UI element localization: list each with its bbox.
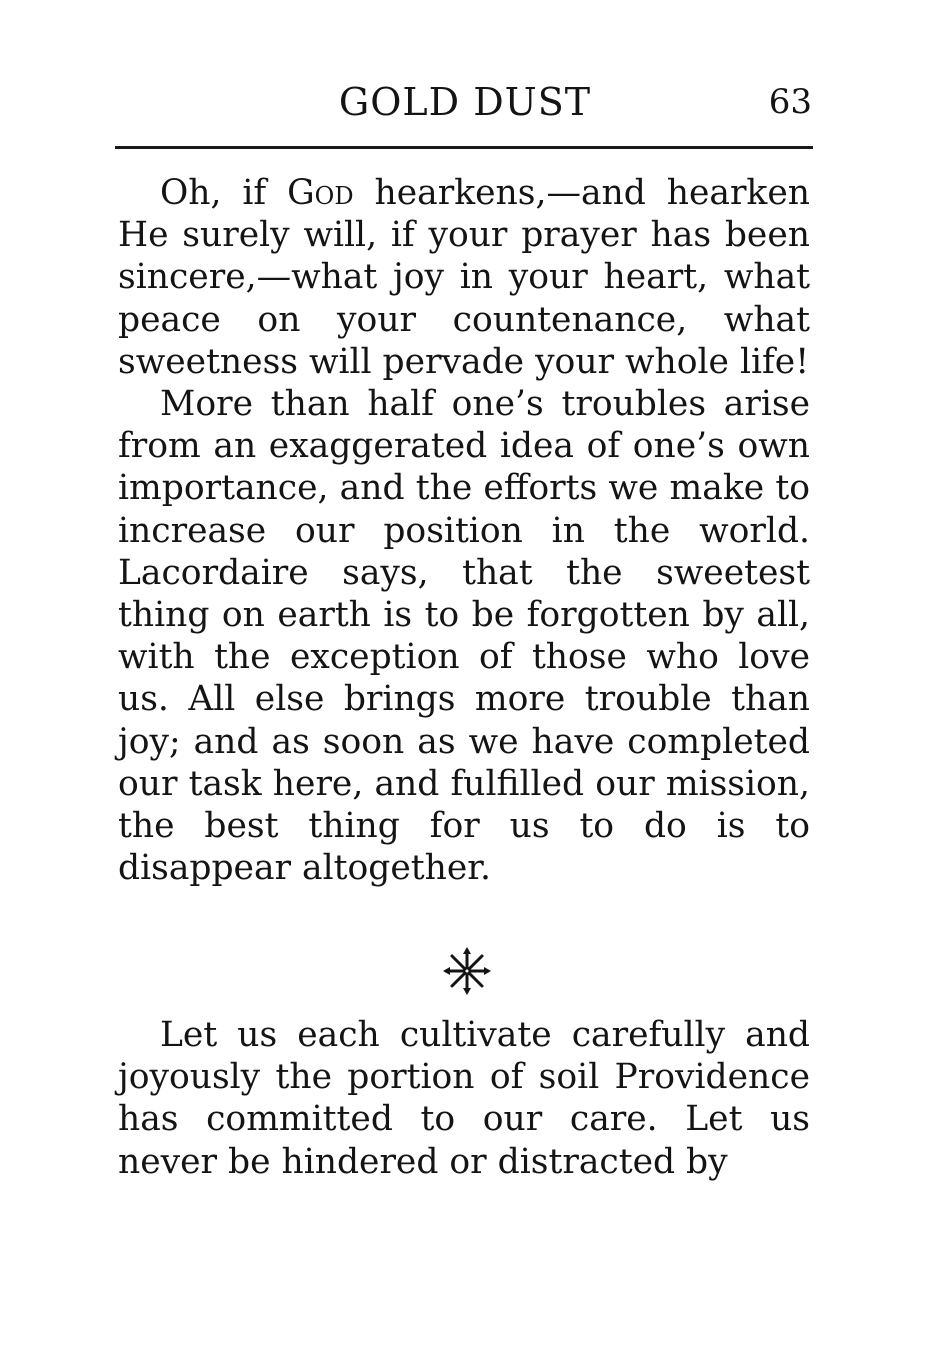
- page-number: 63: [768, 82, 812, 122]
- header-rule: [115, 146, 813, 149]
- text-block-upper: [118, 172, 810, 889]
- paragraph-god-hearkens: [118, 172, 810, 383]
- text-block-lower: [118, 1014, 810, 1183]
- asterism-ornament-icon: [442, 946, 492, 996]
- running-head: [118, 78, 812, 126]
- small-caps-word: God: [287, 173, 354, 213]
- paragraph-lead: Oh, if: [160, 173, 288, 213]
- paragraph-rest: hearkens,—and hearken He surely will, if your prayer has been sincere,—what joy in your heart, what peace on your countenance, what sweetness will pervade your whole life!: [118, 173, 810, 382]
- paragraph-troubles: More than half one’s troubles arise from an exaggerated idea of one’s own importance, and the efforts we make to increase our position in the world. Lacordaire says, that the sweetest thing on earth is to be forgotten by all, with the exception of those who love us. All else brings more trouble than joy; and as soon as we have completed our task here, and fulfilled our mission, the best thing for us to do is to disappear altogether.: [118, 384, 810, 889]
- paragraph-cultivate: Let us each cultivate carefully and joyously the portion of soil Providence has committed to our care. Let us never be hindered or distracted by: [118, 1015, 810, 1182]
- running-title: GOLD DUST: [338, 80, 592, 124]
